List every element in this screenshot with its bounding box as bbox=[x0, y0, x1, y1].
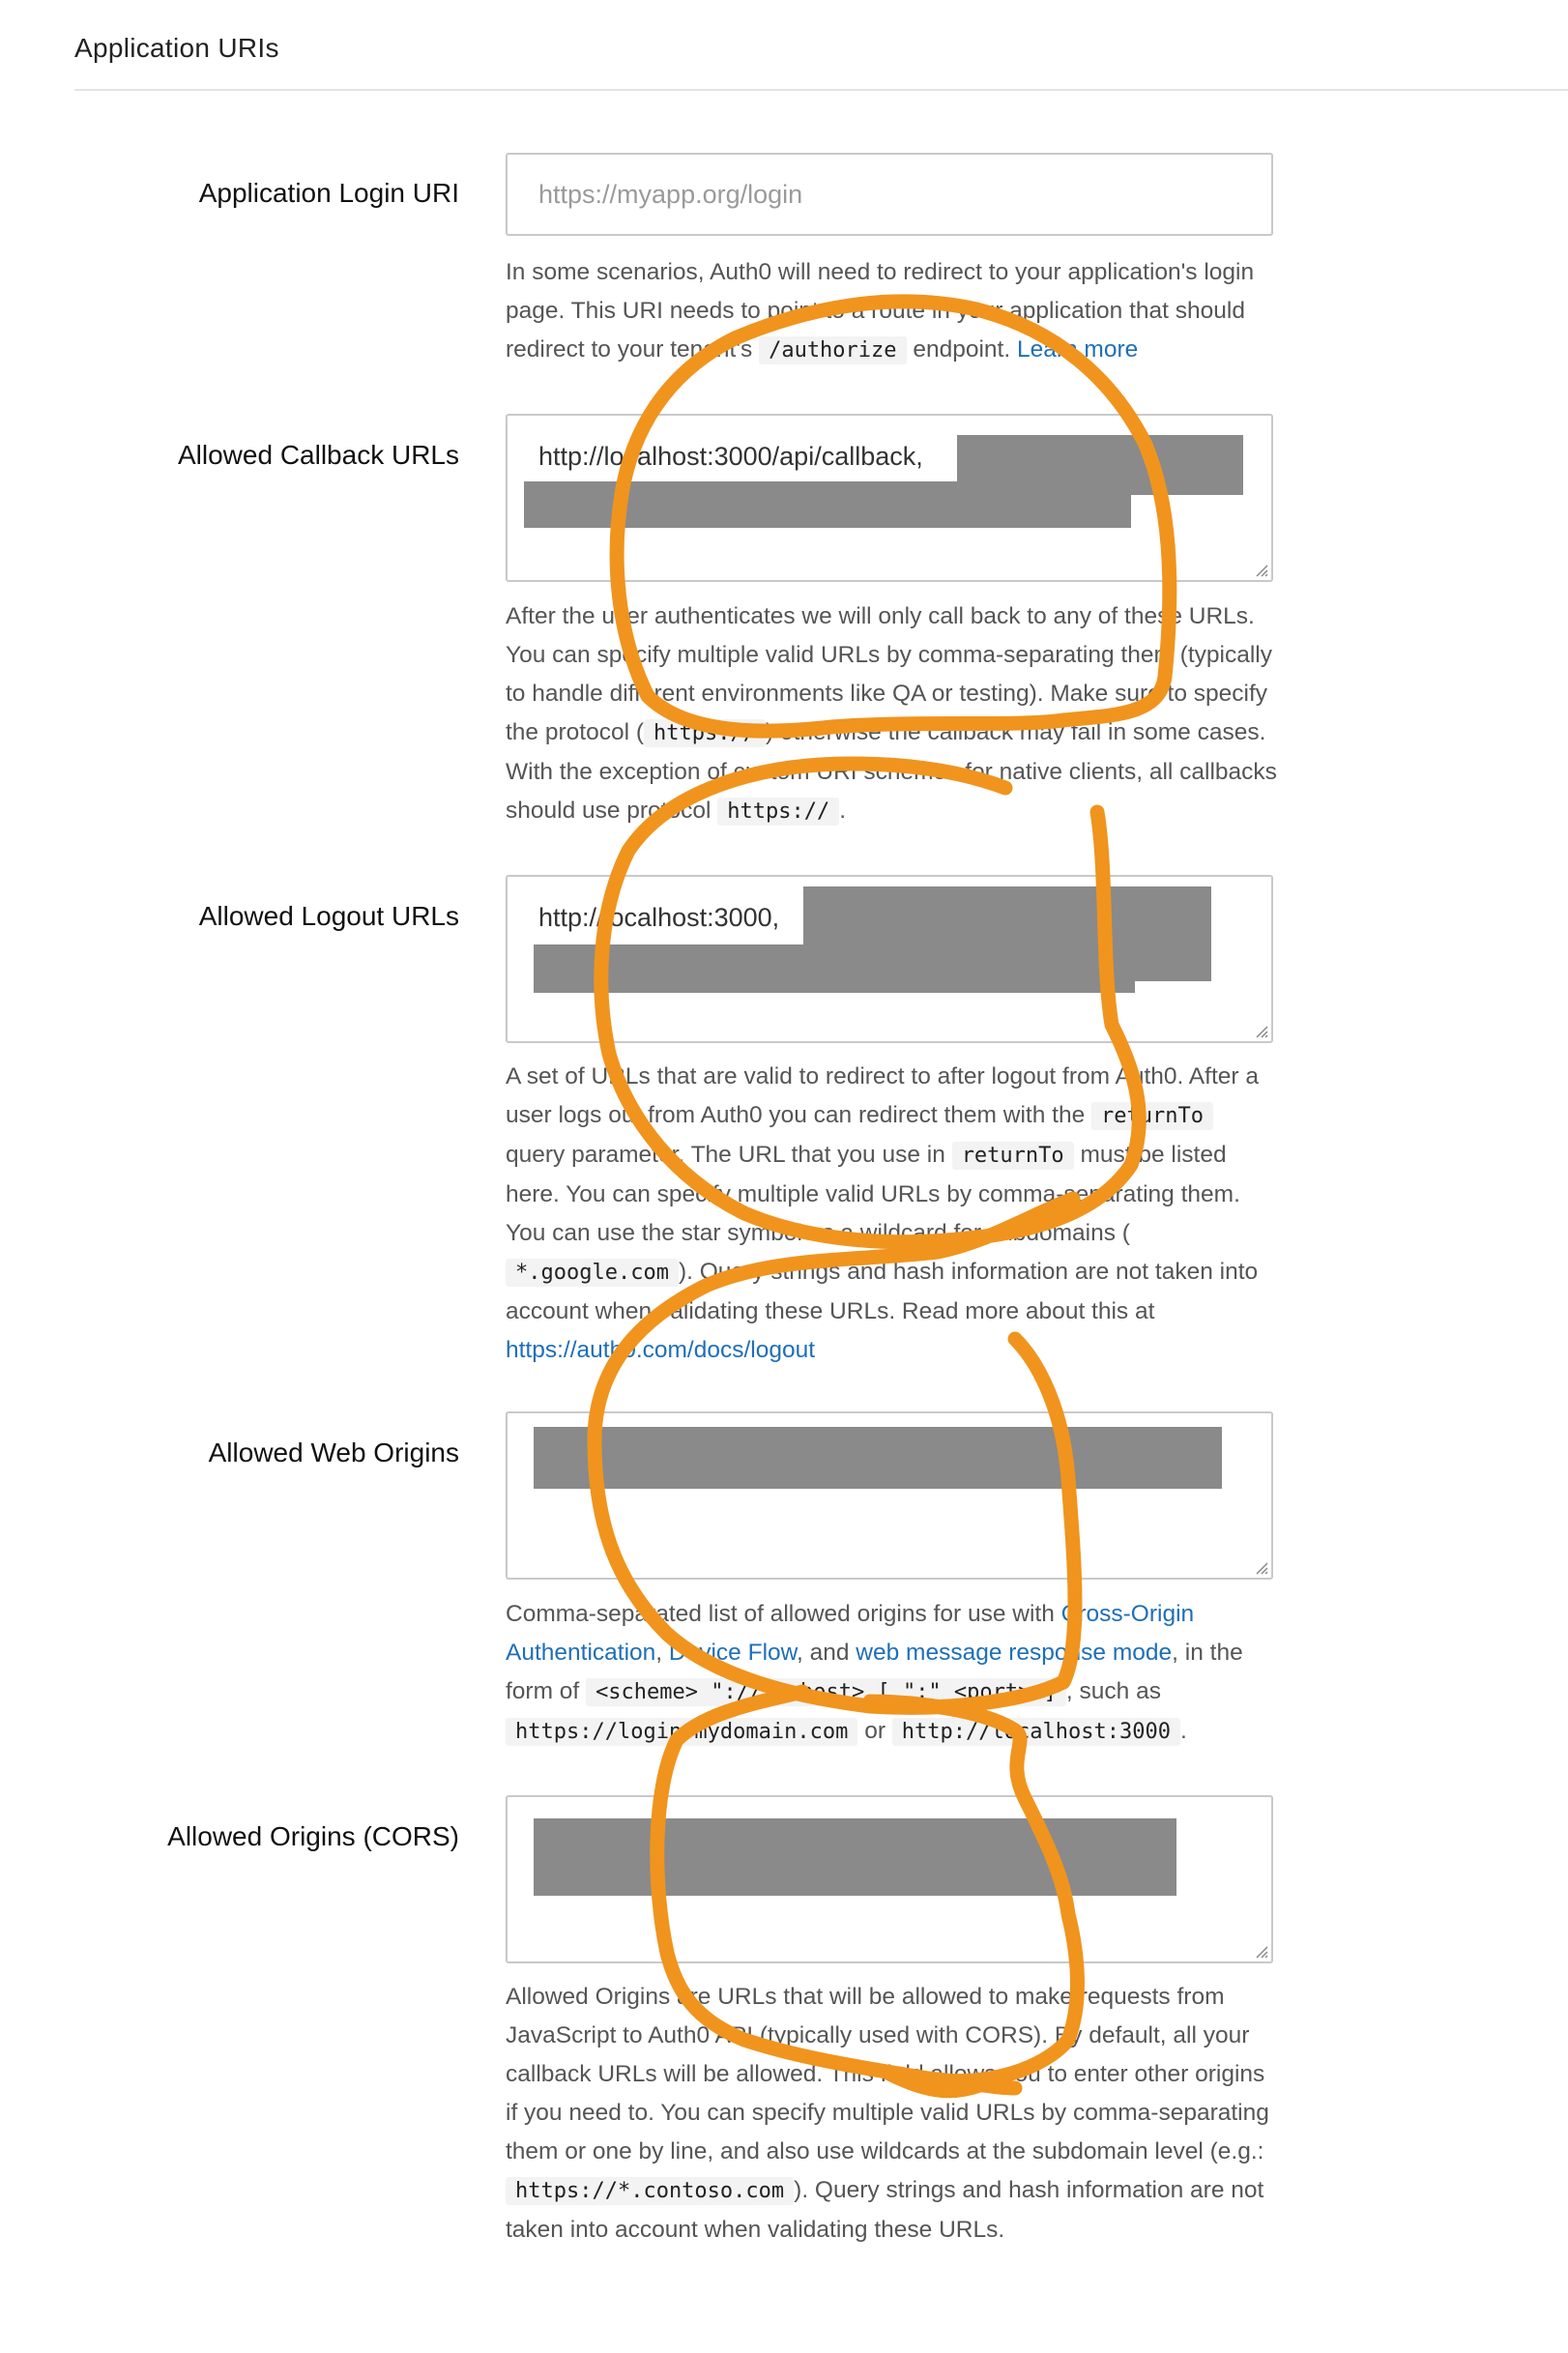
cors-help-text: Allowed Origins are URLs that will be allowed to make requests from JavaScript to Auth0 API (typically used with CORS). By default, all your callback URLs will be allowed. This field allows you to enter other origins if you need to. You can specify multiple valid URLs by comma-separating them or one by line, and also use wildcards at the subdomain level (e.g.: bbox=[506, 1984, 1269, 2164]
https-code: https:// bbox=[717, 798, 839, 826]
callback-urls-label: Allowed Callback URLs bbox=[177, 440, 459, 470]
cors-origins-label: Allowed Origins (CORS) bbox=[167, 1821, 459, 1851]
resize-handle-icon[interactable] bbox=[1253, 1023, 1268, 1038]
logout-urls-help bbox=[506, 1058, 1279, 1370]
cors-origins-help bbox=[506, 1978, 1279, 2250]
callback-help-text: After the user authenticates we will only call back to any of these URLs. You can specify multiple valid URLs by comma-separating them (typically to handle different environments like QA or testing). Make sure to specify the protocol ( bbox=[506, 603, 1272, 745]
login-uri-placeholder: https://myapp.org/login bbox=[538, 180, 803, 209]
logout-urls-textarea[interactable] bbox=[506, 875, 1273, 1043]
login-uri-help bbox=[506, 253, 1279, 370]
web-origins-help-text-4: or bbox=[864, 1718, 886, 1744]
login-uri-help-text-2: endpoint. bbox=[913, 336, 1011, 363]
example-origin-code: https://login.mydomain.com bbox=[506, 1718, 857, 1746]
callback-help-text-3: . bbox=[839, 798, 847, 824]
example-origin-code: http://localhost:3000 bbox=[892, 1718, 1180, 1746]
resize-handle-icon[interactable] bbox=[1253, 1943, 1268, 1959]
web-origins-label: Allowed Web Origins bbox=[208, 1438, 459, 1467]
web-origins-help bbox=[506, 1595, 1279, 1752]
logout-help-text-2: query parameter. The URL that you use in bbox=[506, 1142, 945, 1168]
callback-urls-value: http://localhost:3000/api/callback, bbox=[538, 442, 923, 471]
separator-text: , and bbox=[796, 1640, 850, 1666]
logout-help-text-3: must be listed here. You can specify multiple valid URLs by comma-separating them. You can use the star symbol as a wildcard for subdomains ( bbox=[506, 1142, 1240, 1246]
callback-urls-help bbox=[506, 597, 1279, 831]
callback-help-text-2: ) otherwise the callback may fail in some cases. With the exception of custom URI schemes for native clients, all callbacks should use protocol bbox=[506, 719, 1277, 824]
learn-more-link[interactable]: Learn more bbox=[1016, 336, 1139, 363]
wildcard-subdomain-code: https://*.contoso.com bbox=[506, 2177, 794, 2205]
origin-format-code: <scheme> "://" <host> [ ":" <port> ] bbox=[586, 1678, 1066, 1706]
web-origins-help-text-3: , such as bbox=[1065, 1678, 1161, 1704]
authorize-code: /authorize bbox=[759, 336, 906, 364]
returnto-code: returnTo bbox=[952, 1142, 1074, 1170]
separator-text: , bbox=[655, 1640, 663, 1666]
wildcard-code: *.google.com bbox=[506, 1259, 679, 1287]
logout-urls-label: Allowed Logout URLs bbox=[198, 901, 459, 931]
https-code: https:// bbox=[644, 719, 766, 747]
login-uri-input[interactable] bbox=[506, 153, 1273, 236]
web-origins-textarea[interactable] bbox=[506, 1411, 1273, 1580]
resize-handle-icon[interactable] bbox=[1253, 1559, 1268, 1575]
cross-origin-auth-link[interactable]: Cross-Origin Authentication bbox=[506, 1601, 1195, 1666]
web-message-link[interactable]: web message response mode bbox=[856, 1640, 1173, 1666]
logout-docs-link[interactable]: https://auth0.com/docs/logout bbox=[506, 1337, 816, 1363]
cors-help-text-2: ). Query strings and hash information are not taken into account when validating these URLs. bbox=[506, 2177, 1264, 2243]
returnto-code: returnTo bbox=[1091, 1102, 1213, 1130]
device-flow-link[interactable]: Device Flow bbox=[668, 1640, 797, 1666]
logout-help-text-4: ). Query strings and hash information are not taken into account when validating these URLs. Read more about this at bbox=[506, 1259, 1259, 1324]
redacted-block bbox=[534, 1818, 1176, 1896]
cors-origins-textarea[interactable] bbox=[506, 1795, 1273, 1963]
section-divider bbox=[74, 89, 1568, 91]
login-uri-help-text: In some scenarios, Auth0 will need to redirect to your application's login page. This URI needs to point to a route in your application that should redirect to your tenant's bbox=[506, 259, 1255, 363]
logout-urls-value: http://localhost:3000, bbox=[538, 903, 780, 932]
web-origins-help-text-2: , in the form of bbox=[506, 1640, 1243, 1704]
login-uri-label: Application Login URI bbox=[198, 178, 459, 208]
redacted-block bbox=[534, 1427, 1222, 1489]
callback-urls-textarea[interactable] bbox=[506, 414, 1273, 582]
web-origins-help-text: Comma-separated list of allowed origins for use with bbox=[506, 1601, 1055, 1627]
resize-handle-icon[interactable] bbox=[1253, 562, 1268, 577]
web-origins-help-text-5: . bbox=[1179, 1718, 1187, 1744]
redacted-block bbox=[524, 481, 1131, 528]
redacted-block bbox=[534, 944, 1135, 993]
logout-help-text: A set of URLs that are valid to redirect to after logout from Auth0. After a user logs out from Auth0 you can redirect them with the bbox=[506, 1063, 1259, 1128]
section-title: Application URIs bbox=[74, 33, 279, 63]
